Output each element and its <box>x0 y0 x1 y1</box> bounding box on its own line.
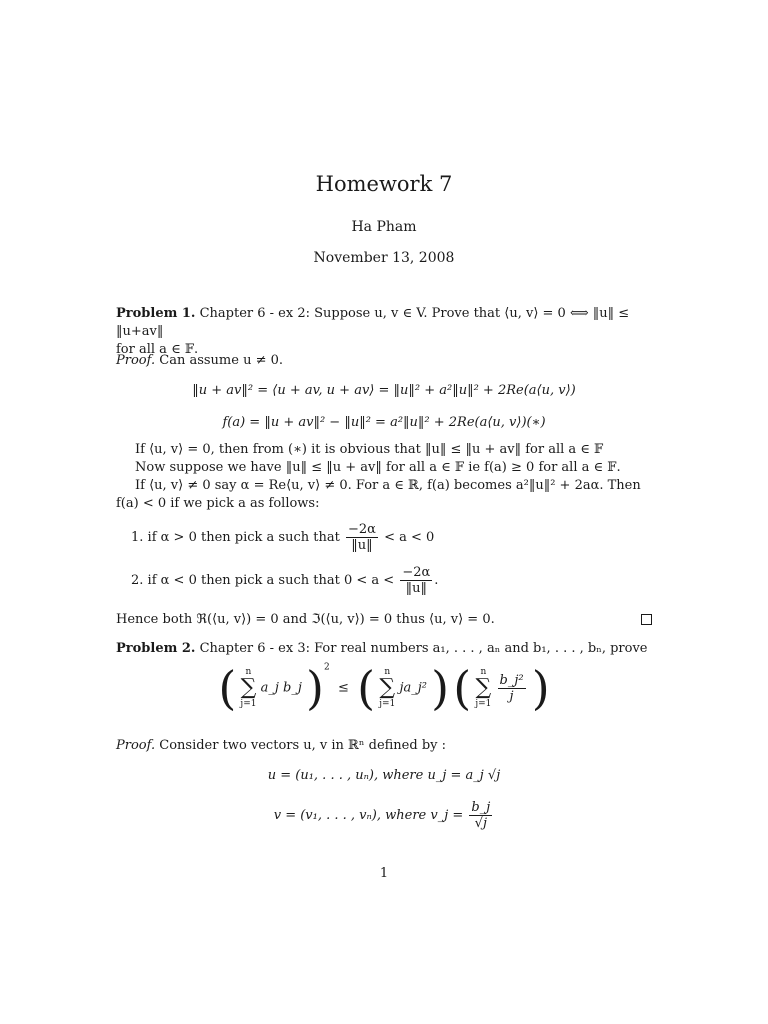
sum-3 <box>475 667 491 709</box>
proof-label: Proof. <box>116 738 156 753</box>
case-2-fraction <box>400 565 432 596</box>
case-1-tail: < a < 0 <box>384 530 435 545</box>
sum-3-top: n <box>480 667 487 677</box>
sum-2-top: n <box>384 667 391 677</box>
proof-2-intro-text: Consider two vectors u, v in ℝⁿ defined by : <box>159 738 447 753</box>
sigma-icon: ∑ <box>379 675 396 700</box>
sum-3-frac-den: j <box>509 688 514 704</box>
sum-1-term: a_j b_j <box>260 680 302 696</box>
case-item-1 <box>131 522 434 553</box>
case-2-frac-den: ‖u‖ <box>405 581 427 596</box>
sum-1-bottom: j=1 <box>240 699 257 709</box>
proof-line-2: Now suppose we have ‖u‖ ≤ ‖u + av‖ for all a ∈ 𝔽 ie f(a) ≥ 0 for all a ∈ 𝔽. <box>135 460 621 475</box>
left-paren-icon: ( <box>357 661 376 715</box>
case-1-frac-num: −2α <box>347 522 376 537</box>
sum-2-term: ja_j² <box>399 680 427 696</box>
problem-2-label: Problem 2. <box>116 641 196 656</box>
proof-line-3: If ⟨u, v⟩ ≠ 0 say α = Re⟨u, v⟩ ≠ 0. For a ∈ ℝ, f(a) becomes a²‖u‖² + 2aα. Then <box>135 478 641 493</box>
left-paren-icon: ( <box>453 661 472 715</box>
equation-v-definition <box>0 800 768 831</box>
case-1-number: 1. <box>131 530 144 545</box>
case-2-frac-num: −2α <box>402 565 431 580</box>
problem-2-proof-intro <box>116 737 656 755</box>
paper-date: November 13, 2008 <box>313 250 455 266</box>
v-def-fraction <box>469 800 492 831</box>
equation-u-definition: u = (u₁, . . . , uₙ), where u_j = a_j √j <box>267 768 501 783</box>
sum-2 <box>379 667 395 709</box>
case-2-text: if α < 0 then pick a such that 0 < a < <box>147 573 395 588</box>
qed-box-icon <box>641 614 652 625</box>
sum-1 <box>240 667 256 709</box>
cauchy-schwarz-inequality <box>0 661 768 715</box>
sum-3-fraction <box>498 673 526 704</box>
problem-1-proof-intro <box>116 352 656 370</box>
sigma-icon: ∑ <box>240 675 257 700</box>
sum-2-bottom: j=1 <box>379 699 396 709</box>
problem-2-text: Chapter 6 - ex 3: For real numbers a₁, . . . , aₙ and b₁, . . . , bₙ, prove <box>199 641 648 656</box>
proof-line-4: f(a) < 0 if we pick a as follows: <box>116 496 320 511</box>
equation-norm-expansion: ‖u + av‖² = ⟨u + av, u + av⟩ = ‖u‖² + a²‖u‖² + 2Re(a⟨u, v⟩) <box>192 383 576 398</box>
problem-1-label: Problem 1. <box>116 306 196 321</box>
sum-3-bottom: j=1 <box>475 699 492 709</box>
case-1-frac-den: ‖u‖ <box>351 538 373 553</box>
right-paren-icon: ) <box>431 661 450 715</box>
sum-3-frac-num: b_j² <box>499 672 524 688</box>
problem-2-statement <box>116 640 656 658</box>
problem-1-conclusion: Hence both ℜ(⟨u, v⟩) = 0 and ℑ(⟨u, v⟩) = 0 thus ⟨u, v⟩ = 0. <box>116 612 495 627</box>
equation-f-of-a: f(a) = ‖u + av‖² − ‖u‖² = a²‖u‖² + 2Re(a⟨u, v⟩)(∗) <box>222 415 546 430</box>
v-frac-den: √j <box>474 816 487 831</box>
case-1-text: if α > 0 then pick a such that <box>147 530 340 545</box>
problem-1-text-a: Chapter 6 - ex 2: Suppose u, v ∈ V. Prove that ⟨u, v⟩ = 0 ⟺ ‖u‖ ≤ ‖u+av‖ <box>116 306 630 339</box>
paper-title: Homework 7 <box>315 172 453 196</box>
problem-1-statement <box>116 305 656 359</box>
left-paren-icon: ( <box>218 661 237 715</box>
proof-intro-text: Can assume u ≠ 0. <box>159 353 284 368</box>
right-paren-icon: ) <box>531 661 550 715</box>
proof-label: Proof. <box>116 353 156 368</box>
case-2-tail: . <box>434 573 439 588</box>
square-exponent: 2 <box>323 662 330 673</box>
problem-1-text-b: for all a ∈ 𝔽. <box>116 342 199 357</box>
case-2-number: 2. <box>131 573 144 588</box>
v-frac-num: b_j <box>471 800 491 815</box>
case-item-2 <box>131 565 438 596</box>
proof-line-1: If ⟨u, v⟩ = 0, then from (∗) it is obvious that ‖u‖ ≤ ‖u + av‖ for all a ∈ 𝔽 <box>135 442 604 457</box>
v-def-text: v = (v₁, . . . , vₙ), where v_j = <box>273 808 464 823</box>
sigma-icon: ∑ <box>475 675 492 700</box>
case-1-fraction <box>346 522 378 553</box>
leq-symbol: ≤ <box>337 680 349 696</box>
right-paren-icon: ) <box>306 661 324 715</box>
sum-1-top: n <box>245 667 252 677</box>
paper-author: Ha Pham <box>351 219 417 235</box>
page-number: 1 <box>379 866 389 881</box>
